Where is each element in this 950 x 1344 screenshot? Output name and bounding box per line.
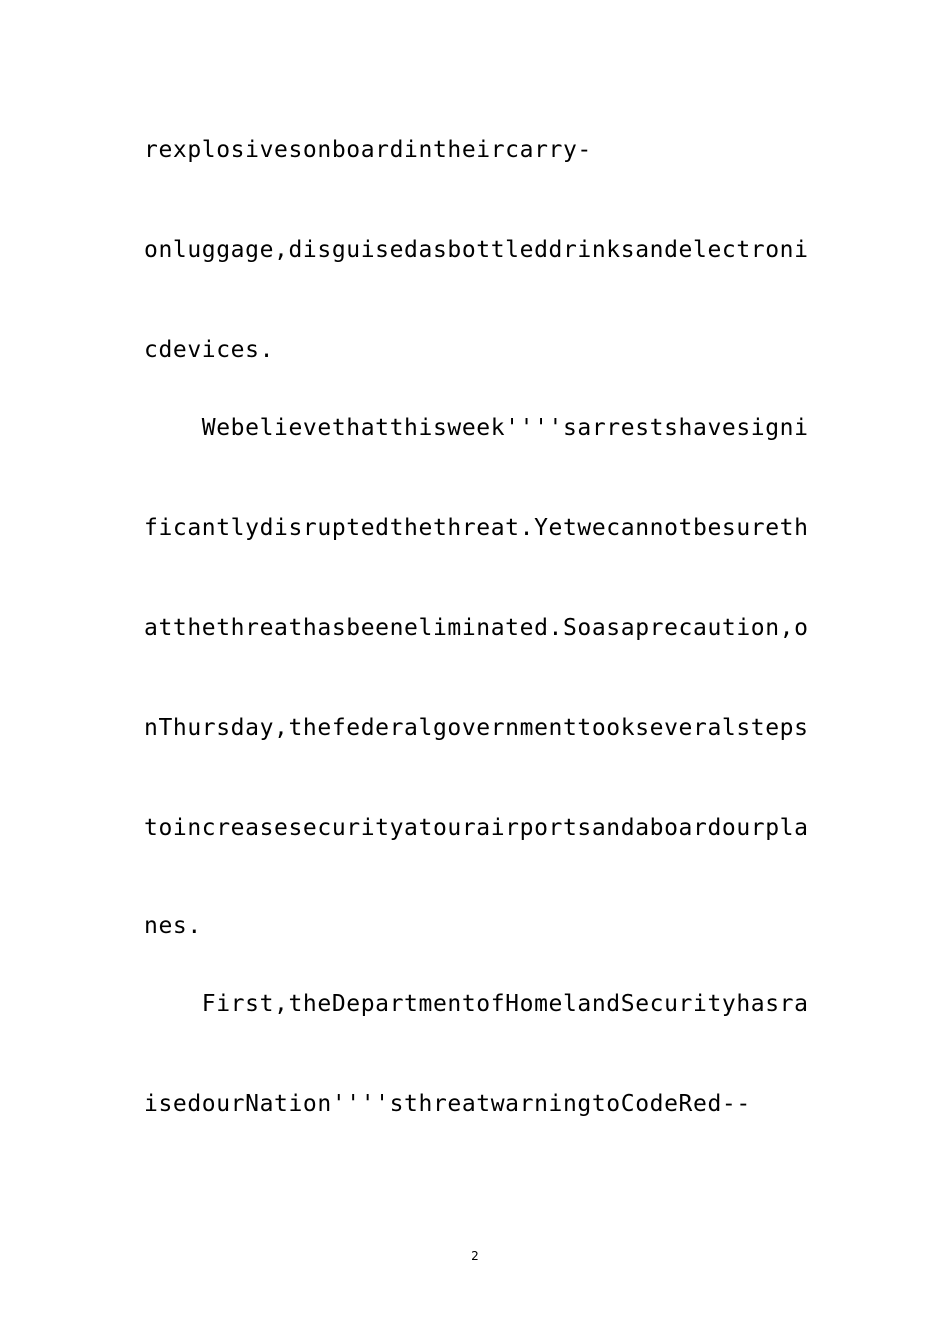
page-number: 2 <box>471 1249 479 1263</box>
paragraph-first-line: Webelievethatthisweek''''sarrestshavesigni <box>144 415 809 441</box>
text-line: cdevices. <box>144 337 275 363</box>
text-line: ficantlydisruptedthethreat.Yetwecannotbesureth <box>144 515 809 541</box>
text-line: nThursday,thefederalgovernmenttookseveralsteps <box>144 715 809 741</box>
text-line: toincreasesecurityatourairportsandaboardourpla <box>144 815 809 841</box>
paragraph-first-line: First,theDepartmentofHomelandSecurityhasra <box>144 991 809 1017</box>
text-line: isedourNation''''sthreatwarningtoCodeRed-- <box>144 1091 751 1117</box>
text-line: atthethreathasbeeneliminated.Soasaprecaution,o <box>144 615 809 641</box>
text-line: nes. <box>144 913 202 939</box>
text-line: onluggage,disguisedasbottleddrinksandelectroni <box>144 237 809 263</box>
text-line: rexplosivesonboardintheircarry- <box>144 137 592 163</box>
